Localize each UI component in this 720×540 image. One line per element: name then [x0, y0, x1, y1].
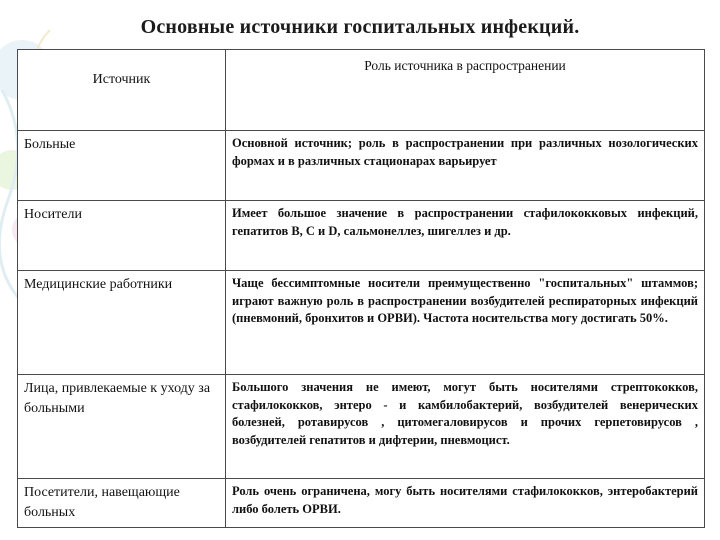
header-role: Роль источника в распространении: [226, 50, 705, 131]
row-role: Большого значения не имеют, могут быть носителями стрептококков, стафилококков, энтеро - и камбилобактерий, возбудителей венерических болезней, ротавирусов , цитомегаловирусов и прочих герпетовирусов , возбудителей гепатитов и дифтерии, пневмоцист.: [226, 375, 705, 479]
table-row: [18, 271, 705, 375]
row-role: Роль очень ограничена, могу быть носителями стафилококков, энтеробактерий либо болеть ОРВИ.: [226, 479, 705, 528]
header-source: [18, 50, 226, 131]
table-row: [18, 201, 705, 271]
row-source: Посетители, навещающие больных: [18, 479, 226, 528]
row-role: Чаще бессимптомные носители преимущественно "госпитальных" штаммов; играют важную роль в распространении возбудителей респираторных инфекций (пневмоний, бронхитов и ОРВИ). Частота носительства могу достигать 50%.: [226, 271, 705, 375]
page-title: Основные источники госпитальных инфекций.: [140, 16, 580, 38]
row-source: Медицинские работники: [18, 271, 226, 375]
row-role: Имеет большое значение в распространении стафилококковых инфекций, гепатитов В, С и D, сальмонеллез, шигеллез и др.: [226, 201, 705, 271]
table-row: [18, 131, 705, 201]
sources-table: [17, 49, 705, 528]
row-source: Больные: [18, 131, 226, 201]
row-role: Основной источник; роль в распространении при различных нозологических формах и в различных стационарах варьирует: [226, 131, 705, 201]
table-header-row: [18, 50, 705, 131]
header-source-label: Источник: [92, 72, 151, 87]
table-row: [18, 479, 705, 528]
table-row: [18, 375, 705, 479]
row-source: Носители: [18, 201, 226, 271]
row-source: Лица, привлекаемые к уходу за больными: [18, 375, 226, 479]
